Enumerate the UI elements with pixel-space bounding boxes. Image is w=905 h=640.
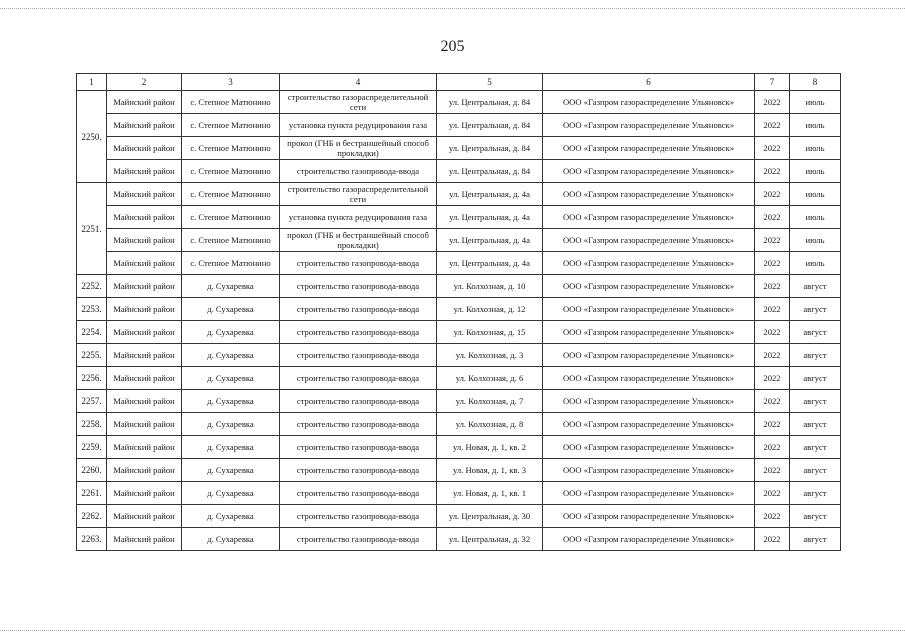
settlement-cell: д. Сухаревка (182, 367, 280, 390)
address-cell: ул. Центральная, д. 84 (437, 114, 543, 137)
work-type-cell: строительство газопровода-ввода (280, 459, 437, 482)
work-type-cell: строительство газопровода-ввода (280, 413, 437, 436)
address-cell: ул. Новая, д. 1, кв. 3 (437, 459, 543, 482)
work-type-cell: строительство газопровода-ввода (280, 436, 437, 459)
district-cell: Майнский район (107, 275, 182, 298)
organization-cell: ООО «Газпром газораспределение Ульяновск» (543, 413, 755, 436)
address-cell: ул. Центральная, д. 4а (437, 229, 543, 252)
work-type-cell: строительство газопровода-ввода (280, 482, 437, 505)
district-cell: Майнский район (107, 390, 182, 413)
table-row (77, 206, 841, 229)
year-cell: 2022 (755, 91, 790, 114)
district-cell: Майнский район (107, 413, 182, 436)
year-cell: 2022 (755, 114, 790, 137)
district-cell: Майнский район (107, 183, 182, 206)
item-number-cell: 2260. (77, 459, 107, 482)
column-number: 1 (77, 74, 107, 91)
address-cell: ул. Новая, д. 1, кв. 2 (437, 436, 543, 459)
district-cell: Майнский район (107, 482, 182, 505)
year-cell: 2022 (755, 413, 790, 436)
year-cell: 2022 (755, 252, 790, 275)
address-cell: ул. Колхозная, д. 3 (437, 344, 543, 367)
column-number: 8 (790, 74, 841, 91)
settlement-cell: с. Степное Матюнино (182, 206, 280, 229)
table-row (77, 137, 841, 160)
organization-cell: ООО «Газпром газораспределение Ульяновск» (543, 114, 755, 137)
organization-cell: ООО «Газпром газораспределение Ульяновск» (543, 459, 755, 482)
district-cell: Майнский район (107, 436, 182, 459)
address-cell: ул. Колхозная, д. 12 (437, 298, 543, 321)
work-type-cell: строительство газопровода-ввода (280, 275, 437, 298)
district-cell: Майнский район (107, 229, 182, 252)
settlement-cell: д. Сухаревка (182, 436, 280, 459)
settlement-cell: д. Сухаревка (182, 344, 280, 367)
month-cell: август (790, 482, 841, 505)
month-cell: июль (790, 91, 841, 114)
work-type-cell: строительство газопровода-ввода (280, 367, 437, 390)
year-cell: 2022 (755, 183, 790, 206)
item-number-cell: 2254. (77, 321, 107, 344)
year-cell: 2022 (755, 275, 790, 298)
year-cell: 2022 (755, 229, 790, 252)
table-row (77, 482, 841, 505)
organization-cell: ООО «Газпром газораспределение Ульяновск» (543, 252, 755, 275)
table-body (77, 74, 841, 551)
work-type-cell: строительство газопровода-ввода (280, 160, 437, 183)
district-cell: Майнский район (107, 114, 182, 137)
scan-artifact-bottom (0, 630, 905, 632)
organization-cell: ООО «Газпром газораспределение Ульяновск» (543, 528, 755, 551)
column-number: 3 (182, 74, 280, 91)
month-cell: август (790, 321, 841, 344)
table-row (77, 183, 841, 206)
item-number-cell: 2262. (77, 505, 107, 528)
district-cell: Майнский район (107, 206, 182, 229)
work-type-cell: строительство газораспределительной сети (280, 183, 437, 206)
year-cell: 2022 (755, 206, 790, 229)
district-cell: Майнский район (107, 298, 182, 321)
year-cell: 2022 (755, 528, 790, 551)
work-type-cell: строительство газопровода-ввода (280, 298, 437, 321)
table-row (77, 390, 841, 413)
month-cell: август (790, 390, 841, 413)
address-cell: ул. Центральная, д. 32 (437, 528, 543, 551)
organization-cell: ООО «Газпром газораспределение Ульяновск» (543, 275, 755, 298)
settlement-cell: д. Сухаревка (182, 390, 280, 413)
organization-cell: ООО «Газпром газораспределение Ульяновск» (543, 390, 755, 413)
month-cell: август (790, 505, 841, 528)
address-cell: ул. Центральная, д. 84 (437, 160, 543, 183)
year-cell: 2022 (755, 367, 790, 390)
month-cell: август (790, 275, 841, 298)
organization-cell: ООО «Газпром газораспределение Ульяновск» (543, 344, 755, 367)
month-cell: август (790, 436, 841, 459)
work-type-cell: строительство газопровода-ввода (280, 344, 437, 367)
settlement-cell: д. Сухаревка (182, 413, 280, 436)
month-cell: июль (790, 114, 841, 137)
column-number: 4 (280, 74, 437, 91)
register-table (76, 73, 841, 551)
work-type-cell: прокол (ГНБ и бестраншейный способ прокладки) (280, 229, 437, 252)
address-cell: ул. Центральная, д. 4а (437, 206, 543, 229)
work-type-cell: прокол (ГНБ и бестраншейный способ прокладки) (280, 137, 437, 160)
work-type-cell: строительство газопровода-ввода (280, 252, 437, 275)
year-cell: 2022 (755, 321, 790, 344)
table-row (77, 321, 841, 344)
settlement-cell: д. Сухаревка (182, 275, 280, 298)
year-cell: 2022 (755, 459, 790, 482)
page-number: 205 (440, 38, 465, 55)
table-row (77, 528, 841, 551)
settlement-cell: с. Степное Матюнино (182, 160, 280, 183)
year-cell: 2022 (755, 505, 790, 528)
organization-cell: ООО «Газпром газораспределение Ульяновск» (543, 298, 755, 321)
month-cell: август (790, 298, 841, 321)
settlement-cell: д. Сухаревка (182, 482, 280, 505)
address-cell: ул. Новая, д. 1, кв. 1 (437, 482, 543, 505)
month-cell: август (790, 528, 841, 551)
district-cell: Майнский район (107, 528, 182, 551)
table-row (77, 252, 841, 275)
item-number-cell: 2258. (77, 413, 107, 436)
column-number: 2 (107, 74, 182, 91)
table-row (77, 367, 841, 390)
year-cell: 2022 (755, 160, 790, 183)
column-number: 7 (755, 74, 790, 91)
column-number-row (77, 74, 841, 91)
item-number-cell: 2256. (77, 367, 107, 390)
district-cell: Майнский район (107, 321, 182, 344)
work-type-cell: строительство газопровода-ввода (280, 321, 437, 344)
table-row (77, 91, 841, 114)
settlement-cell: с. Степное Матюнино (182, 229, 280, 252)
district-cell: Майнский район (107, 505, 182, 528)
district-cell: Майнский район (107, 160, 182, 183)
settlement-cell: д. Сухаревка (182, 528, 280, 551)
table-row (77, 160, 841, 183)
item-number-cell: 2261. (77, 482, 107, 505)
settlement-cell: д. Сухаревка (182, 505, 280, 528)
district-cell: Майнский район (107, 344, 182, 367)
year-cell: 2022 (755, 390, 790, 413)
month-cell: июль (790, 137, 841, 160)
month-cell: август (790, 367, 841, 390)
organization-cell: ООО «Газпром газораспределение Ульяновск» (543, 436, 755, 459)
organization-cell: ООО «Газпром газораспределение Ульяновск» (543, 321, 755, 344)
month-cell: июль (790, 183, 841, 206)
address-cell: ул. Центральная, д. 4а (437, 183, 543, 206)
work-type-cell: установка пункта редуцирования газа (280, 114, 437, 137)
table-row (77, 413, 841, 436)
work-type-cell: строительство газораспределительной сети (280, 91, 437, 114)
month-cell: июль (790, 252, 841, 275)
settlement-cell: с. Степное Матюнино (182, 91, 280, 114)
item-number-cell: 2251. (77, 183, 107, 275)
work-type-cell: строительство газопровода-ввода (280, 505, 437, 528)
address-cell: ул. Колхозная, д. 15 (437, 321, 543, 344)
work-type-cell: установка пункта редуцирования газа (280, 206, 437, 229)
table-row (77, 505, 841, 528)
item-number-cell: 2250. (77, 91, 107, 183)
organization-cell: ООО «Газпром газораспределение Ульяновск» (543, 505, 755, 528)
district-cell: Майнский район (107, 459, 182, 482)
settlement-cell: с. Степное Матюнино (182, 114, 280, 137)
settlement-cell: с. Степное Матюнино (182, 137, 280, 160)
year-cell: 2022 (755, 436, 790, 459)
year-cell: 2022 (755, 344, 790, 367)
settlement-cell: с. Степное Матюнино (182, 183, 280, 206)
organization-cell: ООО «Газпром газораспределение Ульяновск» (543, 137, 755, 160)
organization-cell: ООО «Газпром газораспределение Ульяновск» (543, 206, 755, 229)
year-cell: 2022 (755, 298, 790, 321)
table-row (77, 344, 841, 367)
organization-cell: ООО «Газпром газораспределение Ульяновск» (543, 91, 755, 114)
settlement-cell: с. Степное Матюнино (182, 252, 280, 275)
organization-cell: ООО «Газпром газораспределение Ульяновск» (543, 183, 755, 206)
work-type-cell: строительство газопровода-ввода (280, 528, 437, 551)
item-number-cell: 2263. (77, 528, 107, 551)
organization-cell: ООО «Газпром газораспределение Ульяновск» (543, 229, 755, 252)
month-cell: июль (790, 160, 841, 183)
month-cell: июль (790, 229, 841, 252)
settlement-cell: д. Сухаревка (182, 459, 280, 482)
item-number-cell: 2259. (77, 436, 107, 459)
address-cell: ул. Колхозная, д. 7 (437, 390, 543, 413)
address-cell: ул. Центральная, д. 4а (437, 252, 543, 275)
table-row (77, 436, 841, 459)
address-cell: ул. Колхозная, д. 10 (437, 275, 543, 298)
column-number: 6 (543, 74, 755, 91)
column-number: 5 (437, 74, 543, 91)
organization-cell: ООО «Газпром газораспределение Ульяновск» (543, 482, 755, 505)
address-cell: ул. Колхозная, д. 6 (437, 367, 543, 390)
settlement-cell: д. Сухаревка (182, 321, 280, 344)
month-cell: август (790, 459, 841, 482)
item-number-cell: 2257. (77, 390, 107, 413)
address-cell: ул. Колхозная, д. 8 (437, 413, 543, 436)
table-row (77, 459, 841, 482)
organization-cell: ООО «Газпром газораспределение Ульяновск» (543, 367, 755, 390)
month-cell: июль (790, 206, 841, 229)
month-cell: август (790, 413, 841, 436)
item-number-cell: 2252. (77, 275, 107, 298)
organization-cell: ООО «Газпром газораспределение Ульяновск» (543, 160, 755, 183)
table-row (77, 298, 841, 321)
address-cell: ул. Центральная, д. 84 (437, 137, 543, 160)
table-row (77, 275, 841, 298)
work-type-cell: строительство газопровода-ввода (280, 390, 437, 413)
scan-artifact-top (0, 8, 905, 10)
table-row (77, 114, 841, 137)
district-cell: Майнский район (107, 91, 182, 114)
item-number-cell: 2255. (77, 344, 107, 367)
year-cell: 2022 (755, 137, 790, 160)
district-cell: Майнский район (107, 137, 182, 160)
district-cell: Майнский район (107, 367, 182, 390)
address-cell: ул. Центральная, д. 84 (437, 91, 543, 114)
month-cell: август (790, 344, 841, 367)
settlement-cell: д. Сухаревка (182, 298, 280, 321)
table-row (77, 229, 841, 252)
year-cell: 2022 (755, 482, 790, 505)
address-cell: ул. Центральная, д. 30 (437, 505, 543, 528)
district-cell: Майнский район (107, 252, 182, 275)
item-number-cell: 2253. (77, 298, 107, 321)
